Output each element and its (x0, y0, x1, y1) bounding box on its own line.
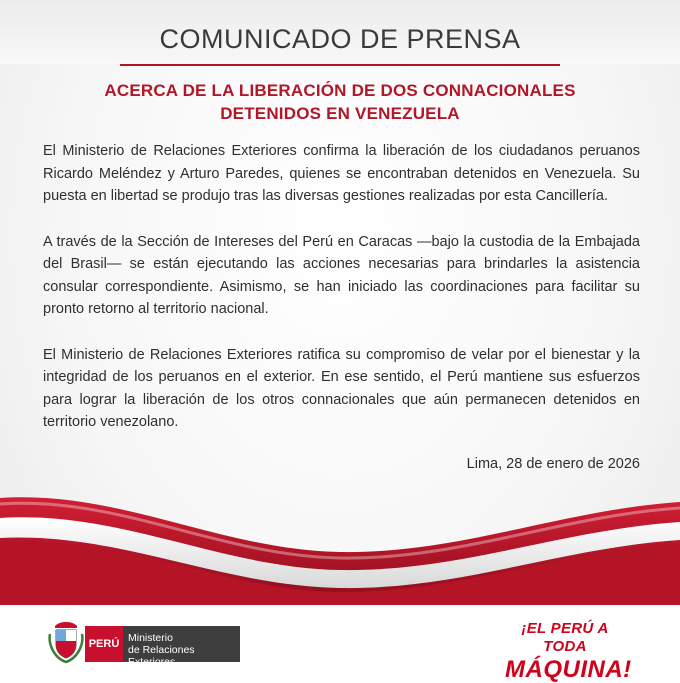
peru-coat-of-arms-icon (48, 620, 84, 664)
ministry-label-line-2: de Relaciones Exteriores (128, 644, 195, 668)
paragraph-3: El Ministerio de Relaciones Exteriores ratifica su compromiso de velar por el bienestar y la integridad de los peruanos en el exterior. En ese sentido, el Perú mantiene sus esfuerzos para lograr la liberación de los otros connacionales que aún permanecen detenidos en territorio venezolano. (43, 346, 640, 430)
peru-flag-wave (0, 480, 680, 605)
date-line: Lima, 28 de enero de 2026 (466, 456, 640, 472)
slogan-line-2: MÁQUINA! (505, 656, 632, 683)
paragraph-1: El Ministerio de Relaciones Exteriores confirma la liberación de los ciudadanos peruanos Ricardo Meléndez y Arturo Paredes, quienes se encontraban detenidos en Venezuela. Su puesta en libertad se produjo tras las diversas gestiones realizadas por esta Cancillería. (43, 143, 640, 204)
title-divider (120, 64, 560, 66)
headline (60, 79, 620, 125)
ministry-label-line-1: Ministerio (128, 632, 173, 644)
statement-body (43, 140, 640, 457)
footer (0, 605, 680, 683)
slogan-line-1: ¡EL PERÚ A TODA (521, 620, 609, 655)
slogan (505, 620, 632, 683)
page-title: COMUNICADO DE PRENSA (159, 24, 521, 54)
paragraph-2: A través de la Sección de Intereses del Perú en Caracas —bajo la custodia de la Embajada del Brasil— se están ejecutando las acciones necesarias para brindarles la asistencia consular correspondiente. Asimismo, se han iniciado las coordinaciones para facilitar su pronto retorno al territorio nacional. (43, 233, 640, 317)
headline-line-1: ACERCA DE LA LIBERACIÓN DE DOS CONNACIONALES (104, 81, 576, 100)
headline-line-2: DETENIDOS EN VENEZUELA (220, 104, 460, 123)
peru-logo-block: PERÚ (85, 626, 123, 662)
ministry-logo-block (123, 626, 240, 668)
